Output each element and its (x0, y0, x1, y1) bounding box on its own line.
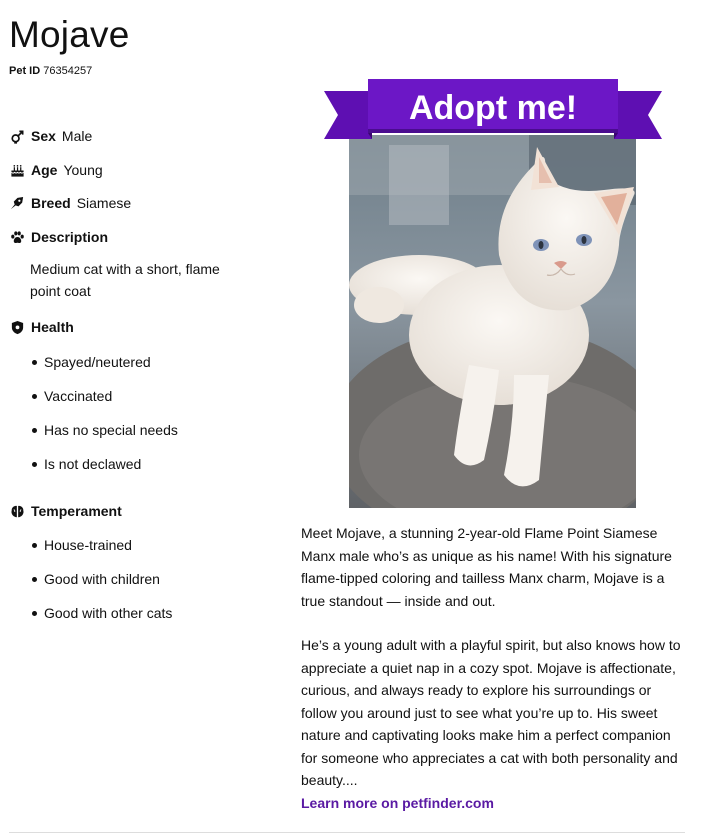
health-label: Health (31, 319, 74, 335)
list-item: Good with other cats (30, 603, 249, 637)
age-row (9, 160, 249, 180)
temperament-list (9, 535, 249, 637)
description-row (9, 227, 249, 247)
breed-icon (9, 195, 25, 211)
story-paragraph-2: He’s a young adult with a playful spirit, but also knows how to appreciate a quiet nap in a cozy spot. Mojave is affectionate, curious, and always ready to explore his surroundings or follow you around just to see what you’re up to. His sweet nature and captivating looks make him a perfect companion for someone who appreciates a cat with both personality and beauty.... (301, 637, 681, 788)
sex-label: Sex (31, 128, 56, 144)
list-item: Has no special needs (30, 420, 249, 454)
age-label: Age (31, 162, 58, 178)
sex-value: Male (61, 128, 93, 144)
health-row (9, 317, 249, 337)
list-item: Is not declawed (30, 454, 249, 488)
description-text: Medium cat with a short, flame point coat (30, 261, 220, 299)
pet-name: Mojave (9, 14, 130, 55)
paw-icon (9, 229, 25, 245)
temperament-label: Temperament (31, 503, 122, 519)
pet-id-value: 76354257 (43, 65, 93, 77)
sex-icon (9, 128, 25, 144)
divider (9, 832, 685, 833)
age-value: Young (63, 162, 103, 178)
breed-row (9, 193, 249, 213)
temperament-row (9, 501, 249, 521)
brain-icon (9, 503, 25, 519)
breed-label: Breed (31, 195, 71, 211)
list-item: Good with children (30, 569, 249, 603)
adopt-me-banner (324, 79, 662, 145)
health-list (9, 352, 249, 488)
list-item: Vaccinated (30, 386, 249, 420)
description-label: Description (31, 229, 109, 245)
pet-details (9, 126, 249, 637)
pet-story (301, 522, 686, 814)
story-paragraph-1: Meet Mojave, a stunning 2-year-old Flame Point Siamese Manx male who’s as unique as his name! With his signature flame-tipped coloring and tailless Manx charm, Mojave is a true standout — inside and out. (301, 525, 672, 609)
list-item: Spayed/neutered (30, 352, 249, 386)
shield-icon (9, 319, 25, 335)
sex-row (9, 126, 249, 146)
cake-icon (9, 162, 25, 178)
learn-more-link[interactable]: Learn more on petfinder.com (301, 794, 494, 811)
pet-photo (349, 135, 636, 508)
breed-value: Siamese (76, 195, 132, 211)
list-item: House-trained (30, 535, 249, 569)
pet-id (9, 65, 92, 77)
banner-text: Adopt me! (408, 89, 578, 127)
pet-id-label: Pet ID (9, 65, 41, 77)
